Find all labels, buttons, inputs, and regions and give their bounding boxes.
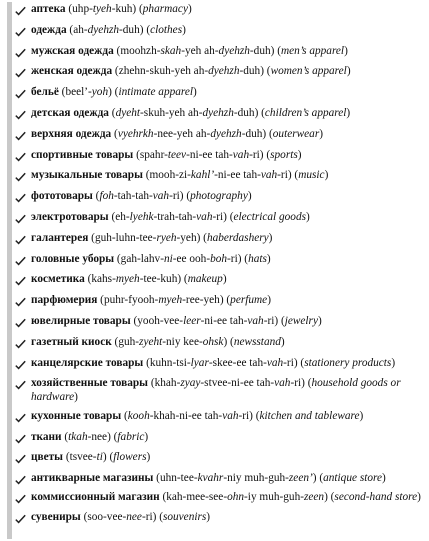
syllable: -ni-ee tah- xyxy=(186,148,233,161)
syllable: -tah-tah- xyxy=(113,190,153,203)
russian-term: фототовары xyxy=(31,190,93,203)
english-translation: photography xyxy=(190,190,248,203)
stressed-syllable: dyehzh xyxy=(218,44,250,57)
russian-term: хозяйственные товары xyxy=(31,377,149,390)
vocab-entry: парфюмерия (puhr-fyooh-myeh-ree-yeh) (perfume) xyxy=(14,294,424,307)
checkmark-icon xyxy=(15,380,26,390)
english-translation: sports xyxy=(270,148,298,161)
checkmark-icon xyxy=(15,494,26,504)
checkmark-icon xyxy=(15,214,26,224)
english-translation: second-hand store xyxy=(334,491,418,504)
russian-term: аптека xyxy=(31,3,66,15)
russian-term: электротовары xyxy=(31,210,109,223)
checkmark-icon xyxy=(15,454,26,464)
syllable: -ri xyxy=(283,356,294,369)
syllable: moohzh- xyxy=(120,44,161,57)
checkmark-icon xyxy=(15,48,26,58)
stressed-syllable: ryeh xyxy=(156,231,177,244)
syllable: -trah-tah- xyxy=(153,210,197,223)
russian-term: музыкальные товары xyxy=(31,169,143,182)
syllable: kuhn-tsi- xyxy=(149,356,191,369)
pronunciation xyxy=(91,273,177,285)
pronunciation xyxy=(155,377,302,389)
vocab-entry: музыкальные товары (mooh-zi-kahl’-ni-ee tah-vah-ri) (music) xyxy=(14,169,424,182)
stressed-syllable: vah xyxy=(232,148,250,161)
syllable: kahs- xyxy=(91,273,116,286)
syllable: yooh-vee- xyxy=(137,314,184,327)
english-translation: fabric xyxy=(117,430,145,443)
syllable: -duh xyxy=(119,23,140,36)
stressed-syllable: teev xyxy=(167,148,187,161)
pronunciation xyxy=(95,232,197,244)
syllable: -ri xyxy=(141,510,153,523)
syllable: kah-mee-see- xyxy=(166,491,228,504)
vocab-entry: детская одежда (dyeht-skuh-yeh ah-dyehzh-duh) (children’s apparel) xyxy=(14,107,424,120)
russian-term: женская одежда xyxy=(31,65,113,78)
margin-bar xyxy=(7,2,12,539)
syllable: -stvee-ni-ee tah- xyxy=(200,377,275,390)
stressed-syllable: dyehzh xyxy=(87,23,120,36)
english-translation: flowers xyxy=(113,451,147,464)
syllable: -nee-yeh ah- xyxy=(153,127,211,140)
syllable: -ri xyxy=(169,190,180,203)
vocab-entry: женская одежда (zhehn-skuh-yeh ah-dyehzh-duh) (women’s apparel) xyxy=(14,65,424,78)
stressed-syllable: myeh xyxy=(158,294,183,307)
checkmark-icon xyxy=(15,360,26,370)
stressed-syllable: vah xyxy=(196,210,213,223)
syllable: spahr- xyxy=(139,148,168,161)
vocab-entry: мужская одежда (moohzh-skah-yeh ah-dyehzh-duh) (men’s apparel) xyxy=(14,45,424,58)
syllable: -ri xyxy=(212,210,224,223)
pronunciation xyxy=(72,3,132,15)
english-translation: stationery products xyxy=(304,356,392,369)
syllable: -ree-yeh xyxy=(182,294,220,307)
pronunciation xyxy=(160,472,313,484)
pronunciation xyxy=(115,211,223,223)
checkmark-icon xyxy=(15,131,26,141)
english-translation: souvenirs xyxy=(162,510,207,523)
stressed-syllable: dyehzh xyxy=(208,65,240,78)
english-translation: music xyxy=(298,169,325,182)
russian-term: верхняя одежда xyxy=(31,127,112,140)
english-translation: perfume xyxy=(230,294,268,307)
stressed-syllable: ti xyxy=(96,451,103,464)
russian-term: парфюмерия xyxy=(31,294,98,307)
stressed-syllable: kahl’ xyxy=(190,169,215,182)
syllable: guh- xyxy=(118,335,140,348)
syllable: tsvee- xyxy=(69,451,97,464)
stressed-syllable: lyehk xyxy=(129,210,154,223)
stressed-syllable: kvahr xyxy=(197,472,224,485)
russian-term: коммиссионный магазин xyxy=(31,491,160,504)
syllable: -yeh xyxy=(176,231,197,244)
english-translation: hats xyxy=(248,252,267,265)
syllable: uhn-tee- xyxy=(159,472,198,485)
stressed-syllable: zeen xyxy=(303,491,325,504)
vocab-entry: спортивные товары (spahr-teev-ni-ee tah-vah-ri) (sports) xyxy=(14,149,424,162)
vocab-entry: антикварные магазины (uhn-tee-kvahr-niy muh-guh-zeen’) (antique store) xyxy=(14,472,424,485)
syllable: khah- xyxy=(154,377,181,390)
pronunciation xyxy=(119,65,261,77)
stressed-syllable: vah xyxy=(247,314,264,327)
syllable: -skuh-yeh ah- xyxy=(140,106,203,119)
syllable: -ri xyxy=(249,148,260,161)
syllable: -tee-kuh xyxy=(139,273,178,286)
syllable: -duh xyxy=(239,65,261,78)
checkmark-icon xyxy=(15,27,26,37)
pronunciation xyxy=(128,410,249,422)
stressed-syllable: vah xyxy=(266,356,284,369)
syllable: -ri xyxy=(277,169,288,182)
checkmark-icon xyxy=(15,434,26,444)
russian-term: антикварные магазины xyxy=(31,472,154,485)
syllable: -nee xyxy=(87,430,108,443)
pronunciation xyxy=(104,294,220,306)
checkmark-icon xyxy=(15,514,26,524)
stressed-syllable: ohn xyxy=(227,491,245,504)
english-translation: makeup xyxy=(187,273,223,286)
syllable: -duh xyxy=(249,44,271,57)
english-translation: kitchen and tableware xyxy=(259,409,360,422)
vocab-entry: коммиссионный магазин (kah-mee-see-ohn-iy muh-guh-zeen) (second-hand store) xyxy=(14,491,424,504)
syllable: -iy muh-guh- xyxy=(244,491,304,504)
vocab-entry: ткани (tkah-nee) (fabric) xyxy=(14,431,424,444)
russian-term: бельё xyxy=(31,86,59,99)
stressed-syllable: vah xyxy=(274,377,291,390)
russian-term: сувениры xyxy=(31,510,81,523)
english-translation: haberdashery xyxy=(206,231,269,244)
stressed-syllable: lyar xyxy=(190,356,209,369)
syllable: -niy kee- xyxy=(162,335,203,348)
syllable: -skee-ee tah- xyxy=(208,356,267,369)
russian-term: ткани xyxy=(31,430,62,443)
vocab-entry: косметика (kahs-myeh-tee-kuh) (makeup) xyxy=(14,273,424,286)
syllable: mooh-zi- xyxy=(149,169,191,182)
stressed-syllable: tkah xyxy=(68,430,88,443)
stressed-syllable: vah xyxy=(152,190,170,203)
vocab-entry: ювелирные товары (yooh-vee-leer-ni-ee tah-vah-ri) (jewelry) xyxy=(14,315,424,328)
checkmark-icon xyxy=(15,475,26,485)
english-translation: electrical goods xyxy=(233,210,306,223)
pronunciation xyxy=(120,45,270,57)
english-translation: jewelry xyxy=(284,314,318,327)
vocab-entry: аптека (uhp-tyeh-kuh) (pharmacy) xyxy=(14,3,424,16)
checkmark-icon xyxy=(15,256,26,266)
checkmark-icon xyxy=(15,172,26,182)
vocab-entry: сувениры (soo-vee-nee-ri) (souvenirs) xyxy=(14,511,424,524)
stressed-syllable: skah xyxy=(160,44,182,57)
vocab-entry: головные уборы (gah-lahv-ni-ee ooh-boh-ri) (hats) xyxy=(14,253,424,266)
checkmark-icon xyxy=(15,89,26,99)
syllable: -ri xyxy=(227,252,238,265)
stressed-syllable: vah xyxy=(260,169,278,182)
stressed-syllable: zyeht xyxy=(139,335,163,348)
syllable: -ri xyxy=(263,314,275,327)
checkmark-icon xyxy=(15,193,26,203)
english-translation: outerwear xyxy=(272,127,320,140)
english-translation: women’s apparel xyxy=(270,65,347,78)
vocab-entry: кухонные товары (kooh-khah-ni-ee tah-vah-ri) (kitchen and tableware) xyxy=(14,410,424,423)
russian-term: газетный киоск xyxy=(31,335,112,348)
english-translation: newsstand xyxy=(233,335,281,348)
syllable: -ni-ee tah- xyxy=(200,314,248,327)
checkmark-icon xyxy=(15,413,26,423)
syllable: -ee ooh- xyxy=(172,252,211,265)
stressed-syllable: dyehzh xyxy=(210,127,242,140)
syllable: -ri xyxy=(290,377,302,390)
syllable: -ri xyxy=(238,409,250,422)
pronunciation xyxy=(118,128,263,140)
checkmark-icon xyxy=(15,318,26,328)
syllable: ah- xyxy=(73,23,88,36)
syllable: -niy muh-guh- xyxy=(223,472,289,485)
stressed-syllable: zeen’ xyxy=(288,472,313,485)
pronunciation xyxy=(121,253,238,265)
stressed-syllable: zyay xyxy=(180,377,201,390)
stressed-syllable: foh xyxy=(99,190,114,203)
russian-term: канцелярские товары xyxy=(31,356,144,369)
checkmark-icon xyxy=(15,152,26,162)
syllable: eh- xyxy=(115,210,130,223)
pronunciation xyxy=(99,190,179,202)
stressed-syllable: yoh xyxy=(91,86,109,99)
vocab-entry: газетный киоск (guh-zyeht-niy kee-ohsk) (newsstand) xyxy=(14,336,424,349)
vocab-entry: одежда (ah-dyehzh-duh) (clothes) xyxy=(14,24,424,37)
vocab-entry: канцелярские товары (kuhn-tsi-lyar-skee-ee tah-vah-ri) (stationery products) xyxy=(14,357,424,370)
syllable: soo-vee- xyxy=(87,510,127,523)
vocab-entry: электротовары (eh-lyehk-trah-tah-vah-ri) (electrical goods) xyxy=(14,211,424,224)
stressed-syllable: myeh xyxy=(115,273,140,286)
checkmark-icon xyxy=(15,110,26,120)
syllable: gah-lahv- xyxy=(120,252,164,265)
english-translation: household goods or hardware xyxy=(31,377,401,403)
checkmark-icon xyxy=(15,297,26,307)
english-translation: men’s apparel xyxy=(281,44,345,57)
pronunciation xyxy=(137,315,274,327)
stressed-syllable: ni xyxy=(163,252,173,265)
russian-term: одежда xyxy=(31,23,67,36)
russian-term: кухонные товары xyxy=(31,409,122,422)
vocabulary-list xyxy=(14,3,424,531)
pronunciation xyxy=(65,86,108,98)
syllable: -duh xyxy=(233,106,255,119)
syllable: -duh xyxy=(241,127,263,140)
pronunciation xyxy=(118,336,223,348)
english-translation: children’s apparel xyxy=(264,106,347,119)
russian-term: галантерея xyxy=(31,231,89,244)
stressed-syllable: dyeht xyxy=(115,106,141,119)
stressed-syllable: dyehzh xyxy=(202,106,234,119)
vocab-entry: цветы (tsvee-ti) (flowers) xyxy=(14,451,424,464)
pronunciation xyxy=(68,431,107,443)
syllable: guh-luhn-tee- xyxy=(94,231,157,244)
vocab-entry: верхняя одежда (vyehrkh-nee-yeh ah-dyehzh-duh) (outerwear) xyxy=(14,128,424,141)
stressed-syllable: ohsk xyxy=(202,335,224,348)
stressed-syllable: boh xyxy=(210,252,228,265)
syllable: -yeh ah- xyxy=(181,44,219,57)
english-translation: clothes xyxy=(150,23,183,36)
pronunciation xyxy=(116,107,255,119)
russian-term: косметика xyxy=(31,273,85,286)
russian-term: ювелирные товары xyxy=(31,314,131,327)
checkmark-icon xyxy=(15,235,26,245)
russian-term: цветы xyxy=(31,451,63,464)
vocab-entry: хозяйственные товары (khah-zyay-stvee-ni-ee tah-vah-ri) (household goods or hardware) xyxy=(14,377,424,403)
syllable: puhr-fyooh- xyxy=(103,294,159,307)
russian-term: мужская одежда xyxy=(31,44,114,57)
syllable: -ni-ee tah- xyxy=(214,169,261,182)
pronunciation xyxy=(150,357,294,369)
vocab-entry: бельё (beel’-yoh) (intimate apparel) xyxy=(14,86,424,99)
syllable: -khah-ni-ee tah- xyxy=(149,409,223,422)
syllable: uhp- xyxy=(72,3,93,15)
stressed-syllable: kooh xyxy=(127,409,150,422)
checkmark-icon xyxy=(15,276,26,286)
vocab-entry: фототовары (foh-tah-tah-vah-ri) (photography) xyxy=(14,190,424,203)
pronunciation xyxy=(149,169,287,181)
english-translation: antique store xyxy=(323,472,382,485)
pronunciation xyxy=(73,24,140,36)
syllable: -kuh xyxy=(111,3,133,15)
syllable: beel’- xyxy=(65,86,92,99)
pronunciation xyxy=(87,511,152,523)
stressed-syllable: tyeh xyxy=(92,3,112,15)
russian-term: головные уборы xyxy=(31,252,115,265)
stressed-syllable: vah xyxy=(222,409,239,422)
pronunciation xyxy=(70,451,103,463)
checkmark-icon xyxy=(15,68,26,78)
english-translation: pharmacy xyxy=(142,3,188,15)
pronunciation xyxy=(166,491,324,503)
syllable: zhehn-skuh-yeh ah- xyxy=(118,65,209,78)
stressed-syllable: leer xyxy=(183,314,201,327)
english-translation: intimate apparel xyxy=(118,86,194,99)
checkmark-icon xyxy=(15,339,26,349)
stressed-syllable: nee xyxy=(126,510,142,523)
pronunciation xyxy=(140,149,260,161)
vocab-entry: галантерея (guh-luhn-tee-ryeh-yeh) (haberdashery) xyxy=(14,232,424,245)
checkmark-icon xyxy=(15,6,26,16)
russian-term: спортивные товары xyxy=(31,148,134,161)
russian-term: детская одежда xyxy=(31,106,109,119)
stressed-syllable: vyehrkh xyxy=(117,127,154,140)
